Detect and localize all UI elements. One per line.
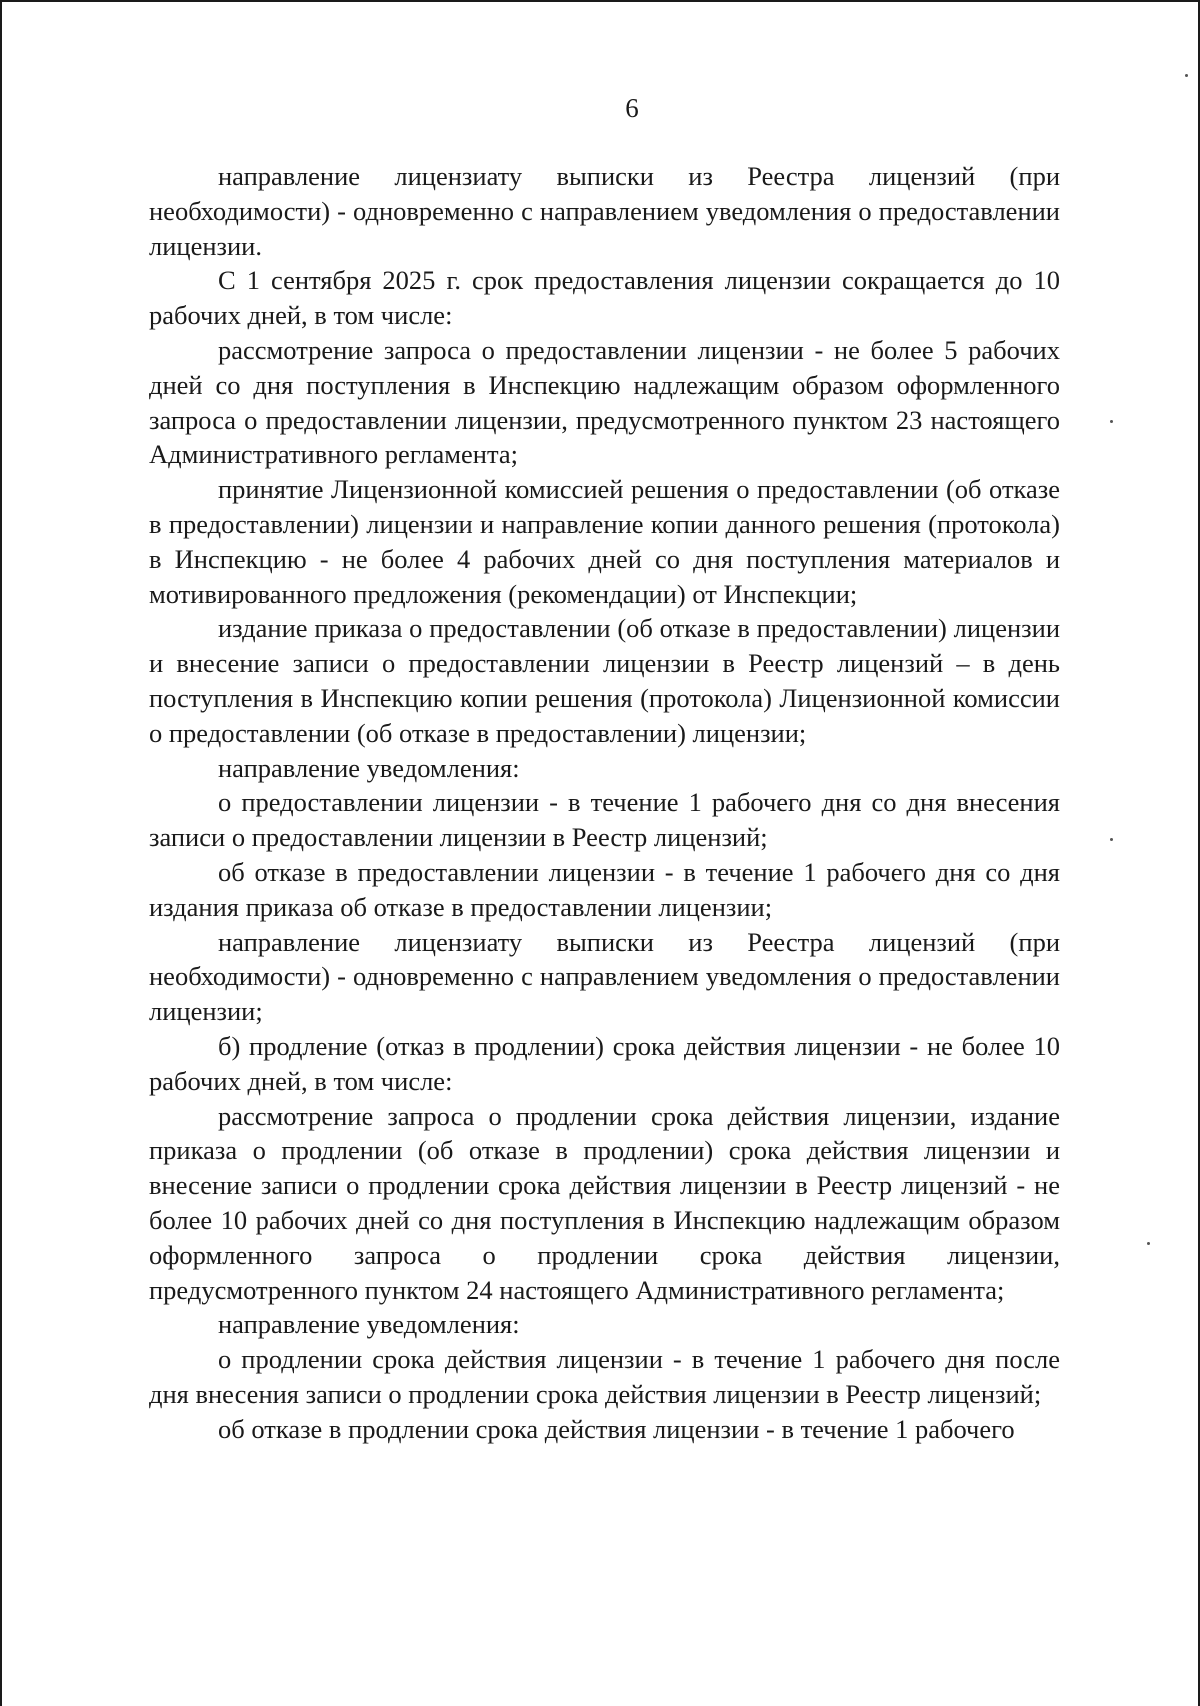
paragraph: рассмотрение запроса о предоставлении лицензии - не более 5 рабочих дней со дня поступления в Инспекцию надлежащим образом оформленного запроса о предоставлении лицензии, предусмотренного пунктом 23 настоящего Административного регламента; xyxy=(149,334,1060,470)
paragraph: рассмотрение запроса о продлении срока действия лицензии, издание приказа о продлении (об отказе в продлении) срока действия лицензии и внесение записи о продлении срока действия лицензии в Реестр лицензий - не более 10 рабочих дней со дня поступления в Инспекцию надлежащим образом оформленного запроса о продлении срока действия лицензии, предусмотренного пунктом 24 настоящего Административного регламента; xyxy=(149,1100,1060,1305)
paragraph: о продлении срока действия лицензии - в течение 1 рабочего дня после дня внесения записи о продлении срока действия лицензии в Реестр лицензий; xyxy=(149,1344,1060,1409)
scan-speck xyxy=(1110,420,1113,423)
paragraph: направление лицензиату выписки из Реестра лицензий (при необходимости) - одновременно с направлением уведомления о предоставлении лицензии. xyxy=(149,161,1060,261)
paragraph: б) продление (отказ в продлении) срока действия лицензии - не более 10 рабочих дней, в том числе: xyxy=(149,1030,1060,1096)
paragraph: принятие Лицензионной комиссией решения о предоставлении (об отказе в предоставлении) лицензии и направление копии данного решения (протокола) в Инспекцию - не более 4 рабочих дней со дня поступления материалов и мотивированного предложения (рекомендации) от Инспекции; xyxy=(149,474,1060,609)
paragraph: направление уведомления: xyxy=(218,752,520,783)
paragraph: направление уведомления: xyxy=(218,1309,520,1340)
paragraph: С 1 сентября 2025 г. срок предоставления лицензии сокращается до 10 рабочих дней, в том числе: xyxy=(149,265,1060,331)
paragraph: об отказе в продлении срока действия лицензии - в течение 1 рабочего xyxy=(218,1413,1015,1444)
document-body xyxy=(149,159,1060,1446)
scan-speck xyxy=(1147,1242,1150,1245)
paragraph: издание приказа о предоставлении (об отказе в предоставлении) лицензии и внесение записи о предоставлении лицензии в Реестр лицензий – в день поступления в Инспекцию копии решения (протокола) Лицензионной комиссии о предоставлении (об отказе в предоставлении) лицензии; xyxy=(149,613,1060,748)
scan-speck xyxy=(1185,74,1188,77)
paragraph: об отказе в предоставлении лицензии - в течение 1 рабочего дня со дня издания приказа об отказе в предоставлении лицензии; xyxy=(149,856,1060,922)
page-number: 6 xyxy=(625,93,639,123)
scan-speck xyxy=(1110,838,1113,841)
paragraph: о предоставлении лицензии - в течение 1 рабочего дня со дня внесения записи о предоставлении лицензии в Реестр лицензий; xyxy=(149,787,1060,853)
paragraph: направление лицензиату выписки из Реестра лицензий (при необходимости) - одновременно с направлением уведомления о предоставлении лицензии; xyxy=(149,926,1060,1027)
